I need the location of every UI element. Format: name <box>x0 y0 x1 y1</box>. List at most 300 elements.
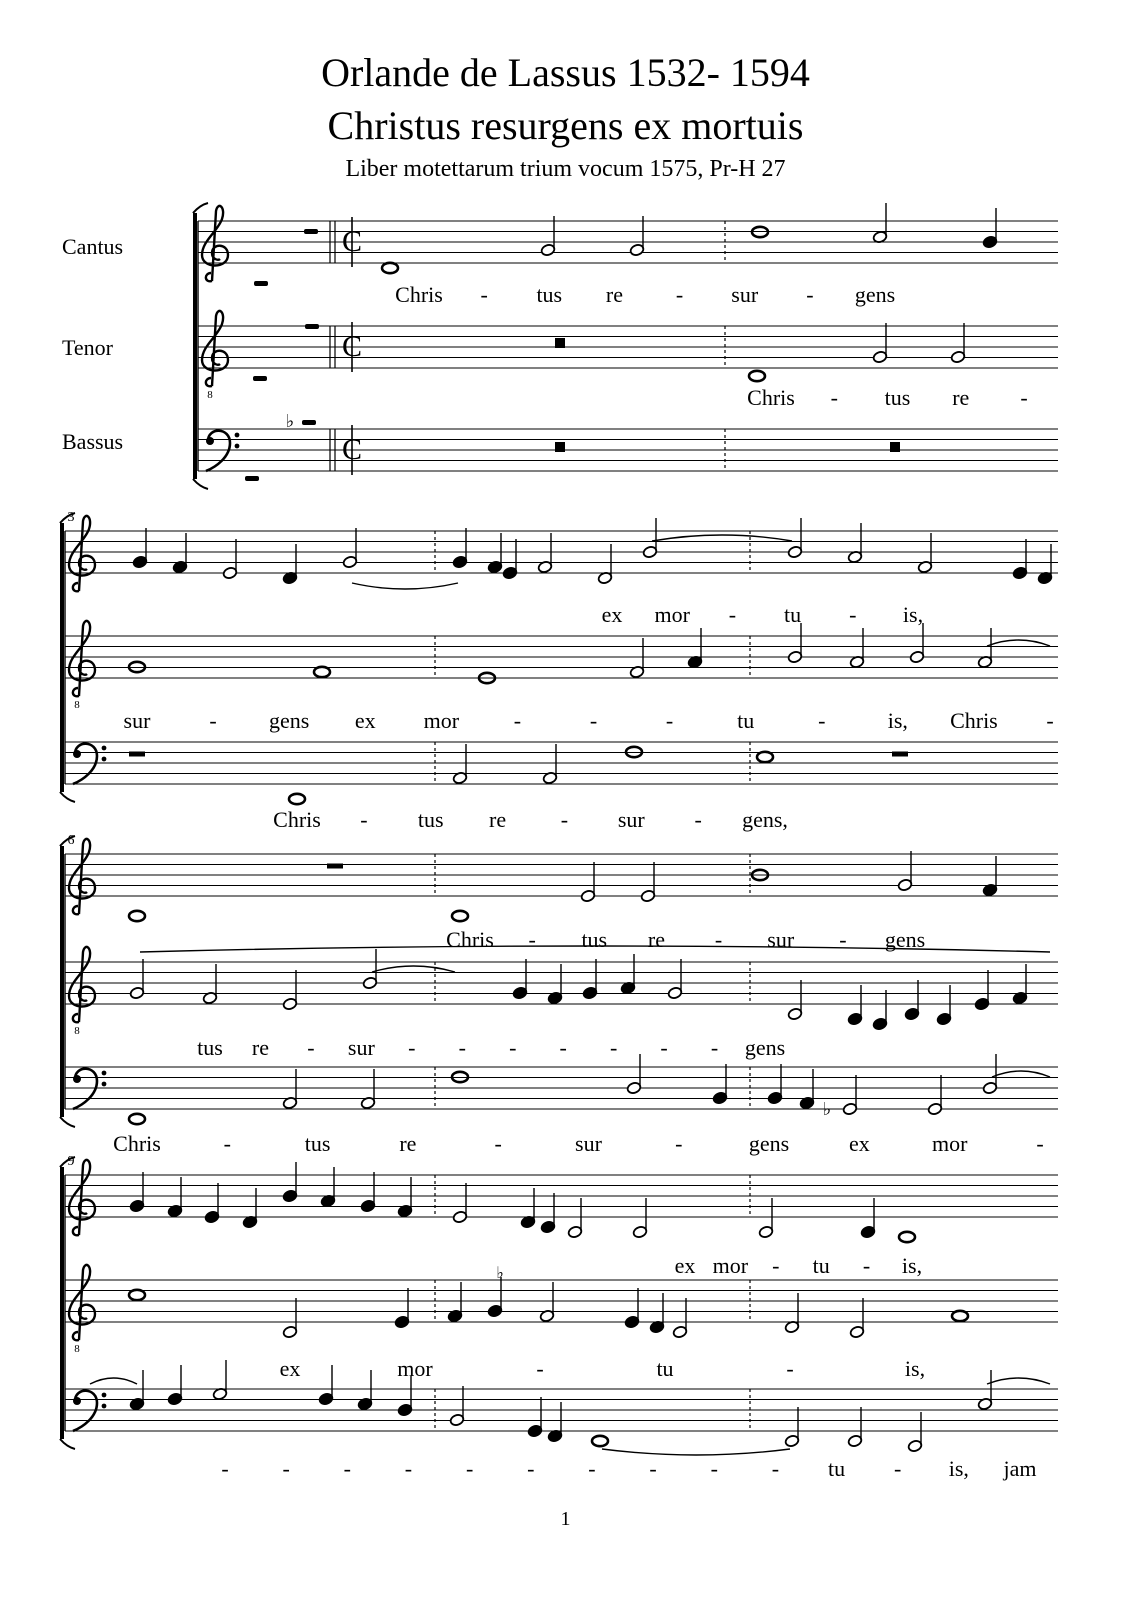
note <box>1037 544 1052 585</box>
note <box>289 794 305 804</box>
lyric-syllable: Chris <box>747 385 795 410</box>
note <box>132 528 147 569</box>
bracket-hook <box>60 1117 75 1127</box>
notehead <box>899 1232 915 1242</box>
lyric-syllable: ex <box>849 1131 870 1156</box>
note <box>282 1069 297 1110</box>
lyric-syllable: - <box>1020 385 1028 410</box>
note <box>872 203 887 244</box>
lyric-syllable: - <box>307 1035 315 1060</box>
lyric-syllable: - <box>675 1131 683 1156</box>
clef-dot <box>73 750 81 758</box>
lyric-syllable: - <box>675 282 684 307</box>
tie <box>987 640 1050 646</box>
piece-title: Christus resurgens ex mortuis <box>327 103 804 148</box>
incipit-note <box>304 229 318 234</box>
note <box>629 216 644 257</box>
note <box>974 970 989 1011</box>
note <box>982 208 997 249</box>
note <box>512 959 527 1000</box>
lyric-syllable: - <box>649 1456 657 1481</box>
note <box>487 533 502 574</box>
lyric-syllable: - <box>404 1456 413 1481</box>
note <box>1012 964 1027 1005</box>
note <box>397 1177 412 1218</box>
note <box>242 1188 257 1229</box>
page-number: 1 <box>560 1508 571 1530</box>
note <box>320 1167 335 1208</box>
lyric-syllable: tus <box>304 1131 331 1156</box>
note <box>520 1188 535 1229</box>
lyric-syllable: tu <box>827 1456 846 1481</box>
clef-dot <box>73 1397 81 1405</box>
lyric-syllable: - <box>343 1456 351 1481</box>
note <box>640 862 655 903</box>
lyric-syllable: mor <box>654 602 690 627</box>
treble-8-clef-icon <box>69 621 95 711</box>
bracket-hook <box>60 1439 75 1449</box>
note <box>172 533 187 574</box>
bracket-hook <box>193 203 208 213</box>
lyric-syllable: - <box>710 1456 718 1481</box>
note <box>582 959 597 1000</box>
cut-time-icon <box>342 322 362 372</box>
lyric-syllable: sur <box>767 927 795 952</box>
note <box>540 1193 555 1234</box>
staff-tenor <box>198 326 1058 368</box>
note <box>397 1376 412 1417</box>
clef-path <box>202 206 228 281</box>
lyric-syllable: - <box>660 1035 668 1060</box>
note <box>982 1054 997 1095</box>
notehead <box>592 1436 608 1446</box>
time-signature-c: C <box>341 433 363 466</box>
notehead <box>129 1290 145 1300</box>
lyric-syllable: - <box>223 1131 231 1156</box>
staff-bassus <box>65 1067 1058 1109</box>
time-signature-c: C <box>341 225 363 258</box>
note <box>872 323 887 364</box>
clef-path <box>73 1069 97 1109</box>
notehead <box>952 1311 968 1321</box>
lyric-syllable: tus <box>417 807 444 832</box>
lyric-syllable: Chris <box>395 282 443 307</box>
bass-clef-icon <box>73 744 106 784</box>
note <box>342 528 357 569</box>
lyric-syllable: - <box>728 602 737 627</box>
lyric-syllable: - <box>494 1131 502 1156</box>
clef-dot <box>102 1082 107 1087</box>
lyric-syllable: ex <box>601 602 623 627</box>
lyric-syllable: tus <box>884 385 911 410</box>
clef-path <box>69 1265 95 1340</box>
lyric-syllable: sur <box>123 708 151 733</box>
lyric-syllable: - <box>559 1035 567 1060</box>
note <box>860 1198 875 1239</box>
lyric-syllable: - <box>360 807 368 832</box>
bracket-hook <box>60 792 75 802</box>
treble-8-clef-icon <box>69 1265 95 1355</box>
note <box>129 1370 144 1411</box>
clef-dot <box>73 1075 81 1083</box>
staff-cantus <box>65 854 1058 896</box>
note <box>749 371 765 381</box>
clef-octave-mark: 8 <box>74 699 80 711</box>
note <box>452 911 468 921</box>
incipit-note <box>254 281 268 286</box>
measure-number: 9 <box>67 1154 75 1169</box>
note <box>950 323 965 364</box>
clef-dot <box>102 757 107 762</box>
note <box>382 263 398 273</box>
note <box>129 1114 145 1124</box>
note <box>452 744 467 785</box>
staff-cantus <box>65 531 1058 573</box>
lyric-syllable: - <box>1046 708 1054 733</box>
notehead <box>757 752 773 762</box>
lyric-syllable: - <box>221 1456 229 1481</box>
incipit-note <box>253 376 267 381</box>
lyric-syllable: - <box>665 708 674 733</box>
note <box>360 1172 375 1213</box>
notehead <box>749 371 765 381</box>
tie <box>992 1071 1050 1077</box>
note <box>849 628 864 669</box>
lyric-syllable: sur <box>575 1131 602 1156</box>
note <box>537 533 552 574</box>
incipit-note <box>305 324 319 329</box>
note <box>909 623 924 664</box>
note <box>357 1370 372 1411</box>
note <box>222 539 237 580</box>
note <box>787 980 802 1021</box>
tie <box>372 966 455 972</box>
note <box>360 1069 375 1110</box>
lyric-syllable: tu <box>737 708 755 733</box>
treble-clef-icon <box>69 839 95 914</box>
note <box>757 752 773 762</box>
lyric-syllable: - <box>839 927 847 952</box>
clef-dot <box>235 444 240 449</box>
clef-path <box>69 839 95 914</box>
note <box>540 216 555 257</box>
note <box>129 959 144 1000</box>
clef-dot <box>235 433 240 438</box>
flat-sign: ♭ <box>496 1265 504 1282</box>
breve-rest <box>555 338 565 348</box>
lyric-syllable: re <box>399 1131 417 1156</box>
note <box>620 954 635 995</box>
note <box>129 1290 145 1300</box>
tie <box>652 535 792 541</box>
lyric-syllable: - <box>714 927 723 952</box>
whole-rest <box>327 864 343 869</box>
note <box>936 985 951 1026</box>
note <box>318 1365 333 1406</box>
lyric-syllable: - <box>772 1253 780 1278</box>
clef-path <box>69 516 95 591</box>
note <box>449 1386 464 1427</box>
staff-bassus <box>65 742 1058 784</box>
treble-8-clef-icon <box>202 311 228 401</box>
lyric-syllable: - <box>786 1356 794 1381</box>
notehead <box>452 911 468 921</box>
lyric-syllable: re <box>605 282 623 307</box>
note <box>632 1198 647 1239</box>
voice-label-bassus: Bassus <box>62 429 124 454</box>
note <box>542 744 557 785</box>
note <box>799 1069 814 1110</box>
lyric-syllable: ex <box>279 1356 301 1381</box>
note <box>452 528 467 569</box>
staff-tenor <box>65 636 1058 678</box>
note <box>539 1282 554 1323</box>
lyric-syllable: re <box>647 927 665 952</box>
lyric-syllable: gens <box>269 708 310 733</box>
tie <box>602 1449 790 1455</box>
lyric-syllable: sur <box>617 807 645 832</box>
composer-line: Orlande de Lassus 1532- 1594 <box>321 50 810 95</box>
lyric-syllable: is, <box>904 1356 926 1381</box>
clef-dot <box>102 746 107 751</box>
note <box>282 970 297 1011</box>
lyric-syllable: mor <box>397 1356 433 1381</box>
bass-clef-icon <box>73 1069 106 1109</box>
lyric-syllable: - <box>282 1456 290 1481</box>
note <box>642 518 657 559</box>
clef-octave-mark: 8 <box>74 1025 80 1037</box>
note <box>129 911 145 921</box>
note <box>502 539 517 580</box>
note <box>927 1075 942 1116</box>
note <box>849 1298 864 1339</box>
cut-time-icon <box>342 217 362 267</box>
tie <box>352 583 458 589</box>
time-signature-c: C <box>341 330 363 363</box>
note <box>167 1177 182 1218</box>
lyric-syllable: - <box>528 927 536 952</box>
staff-cantus <box>65 1175 1058 1217</box>
note <box>787 518 802 559</box>
lyric-syllable: - <box>818 708 826 733</box>
clef-dot <box>102 1071 107 1076</box>
lyric-syllable: tu <box>812 1253 830 1278</box>
treble-clef-icon <box>202 206 228 281</box>
lyric-syllable: gens <box>854 282 896 307</box>
note <box>362 949 377 990</box>
lyric-syllable: gens <box>884 927 926 952</box>
lyric-syllable: - <box>509 1035 517 1060</box>
note <box>567 1198 582 1239</box>
lyric-syllable: jam <box>1003 1456 1037 1481</box>
lyric-syllable: sur <box>347 1035 375 1060</box>
note <box>672 1298 687 1339</box>
treble-8-clef-icon <box>69 947 95 1037</box>
lyric-syllable: re <box>952 385 970 410</box>
clef-path <box>69 621 95 696</box>
note <box>592 1436 608 1446</box>
note <box>547 964 562 1005</box>
lyric-syllable: mor <box>712 1253 749 1278</box>
lyric-syllable: mor <box>423 708 460 733</box>
breve-rest <box>890 442 900 452</box>
lyric-syllable: - <box>209 708 217 733</box>
voice-label-tenor: Tenor <box>62 335 113 360</box>
lyric-syllable: mor <box>931 1131 968 1156</box>
note <box>904 980 919 1021</box>
lyric-syllable: tu <box>784 602 802 627</box>
lyric-syllable: gens, <box>742 807 788 832</box>
lyric-syllable: - <box>862 1253 871 1278</box>
note <box>452 1183 467 1224</box>
note <box>282 1162 297 1203</box>
note <box>212 1360 227 1401</box>
whole-rest <box>892 752 908 757</box>
whole-rest <box>129 752 145 757</box>
note <box>787 623 802 664</box>
note <box>314 667 330 677</box>
lyric-syllable: Chris <box>446 927 494 952</box>
system-bracket <box>60 836 75 1127</box>
note <box>580 862 595 903</box>
lyric-syllable: - <box>710 1035 719 1060</box>
lyric-syllable: - <box>589 708 598 733</box>
note <box>629 638 644 679</box>
note <box>758 1198 773 1239</box>
note <box>447 1282 462 1323</box>
note <box>784 1293 799 1334</box>
note <box>712 1064 727 1105</box>
lyric-syllable: sur <box>731 282 759 307</box>
lyric-syllable: - <box>536 1356 544 1381</box>
note <box>282 544 297 585</box>
clef-path <box>73 1391 97 1431</box>
clef-dot <box>102 1404 107 1409</box>
note <box>847 1407 862 1448</box>
note <box>394 1288 409 1329</box>
note <box>899 1232 915 1242</box>
lyric-syllable: - <box>1036 1131 1044 1156</box>
lyric-syllable: gens <box>744 1035 786 1060</box>
note <box>167 1365 182 1406</box>
staff-tenor <box>65 1280 1058 1322</box>
bass-clef-icon <box>206 431 239 471</box>
lyric-syllable: ex <box>354 708 376 733</box>
lyric-syllable: - <box>458 1035 466 1060</box>
incipit-note <box>302 420 316 425</box>
lyric-syllable: re <box>489 807 507 832</box>
lyric-syllable: - <box>513 708 522 733</box>
lyric-syllable: tus <box>581 927 608 952</box>
bass-clef-icon <box>73 1391 106 1431</box>
measure-number: 3 <box>67 510 75 525</box>
clef-path <box>202 311 228 386</box>
flat-sign: ♭ <box>822 1099 832 1119</box>
note <box>982 856 997 897</box>
note <box>977 628 992 669</box>
clef-dot <box>206 437 214 445</box>
notehead <box>129 911 145 921</box>
note <box>977 1370 992 1411</box>
note <box>282 1298 297 1339</box>
notehead <box>382 263 398 273</box>
lyric-syllable: Chris <box>273 807 321 832</box>
voice-label-cantus: Cantus <box>62 234 124 259</box>
lyric-syllable: re <box>251 1035 270 1060</box>
lyric-syllable: - <box>480 282 488 307</box>
lyric-syllable: ex <box>674 1253 696 1278</box>
clef-octave-mark: 8 <box>74 1343 80 1355</box>
treble-clef-icon <box>69 1160 95 1235</box>
note <box>597 544 612 585</box>
note <box>547 1402 562 1443</box>
staff-cantus <box>198 221 1058 263</box>
lyric-syllable: - <box>894 1456 902 1481</box>
note <box>897 851 912 892</box>
note <box>842 1075 857 1116</box>
notehead <box>129 1114 145 1124</box>
lyric-syllable: is, <box>902 602 924 627</box>
note <box>649 1293 664 1334</box>
lyric-syllable: - <box>588 1456 596 1481</box>
lyric-syllable: tus <box>197 1035 223 1060</box>
lyric-syllable: - <box>771 1456 780 1481</box>
lyric-syllable: Chris <box>950 708 998 733</box>
cut-time-icon <box>342 425 362 475</box>
lyric-syllable: - <box>408 1035 416 1060</box>
clef-octave-mark: 8 <box>207 389 213 401</box>
lyric-syllable: - <box>806 282 814 307</box>
measure-number: 6 <box>67 833 75 848</box>
lyric-syllable: tu <box>656 1356 674 1381</box>
note <box>204 1183 219 1224</box>
treble-clef-icon <box>69 516 95 591</box>
note <box>847 523 862 564</box>
tie <box>90 1378 137 1384</box>
lyric-syllable: - <box>849 602 857 627</box>
clef-path <box>206 431 230 471</box>
lyric-syllable: - <box>609 1035 618 1060</box>
notehead <box>289 794 305 804</box>
lyric-syllable: is, <box>901 1253 923 1278</box>
lyric-syllable: gens <box>748 1131 790 1156</box>
flat-sign: ♭ <box>285 411 295 431</box>
note <box>872 990 887 1031</box>
note <box>527 1397 542 1438</box>
note <box>847 985 862 1026</box>
note <box>784 1407 799 1448</box>
lyric-syllable: is, <box>887 708 908 733</box>
note <box>487 1277 502 1318</box>
lyric-syllable: - <box>830 385 838 410</box>
note <box>624 1288 639 1329</box>
clef-path <box>73 744 97 784</box>
note <box>917 533 932 574</box>
lyric-syllable: - <box>527 1456 535 1481</box>
note <box>687 628 702 669</box>
clef-dot <box>102 1393 107 1398</box>
lyric-syllable: - <box>694 807 702 832</box>
note <box>767 1064 782 1105</box>
lyric-syllable: tus <box>536 282 563 307</box>
source-line: Liber motettarum trium vocum 1575, Pr-H 27 <box>345 156 786 182</box>
notehead <box>314 667 330 677</box>
lyric-syllable: - <box>465 1456 474 1481</box>
note <box>667 959 682 1000</box>
bracket-hook <box>193 479 208 489</box>
note <box>1012 539 1027 580</box>
staff-bassus <box>198 429 1058 471</box>
